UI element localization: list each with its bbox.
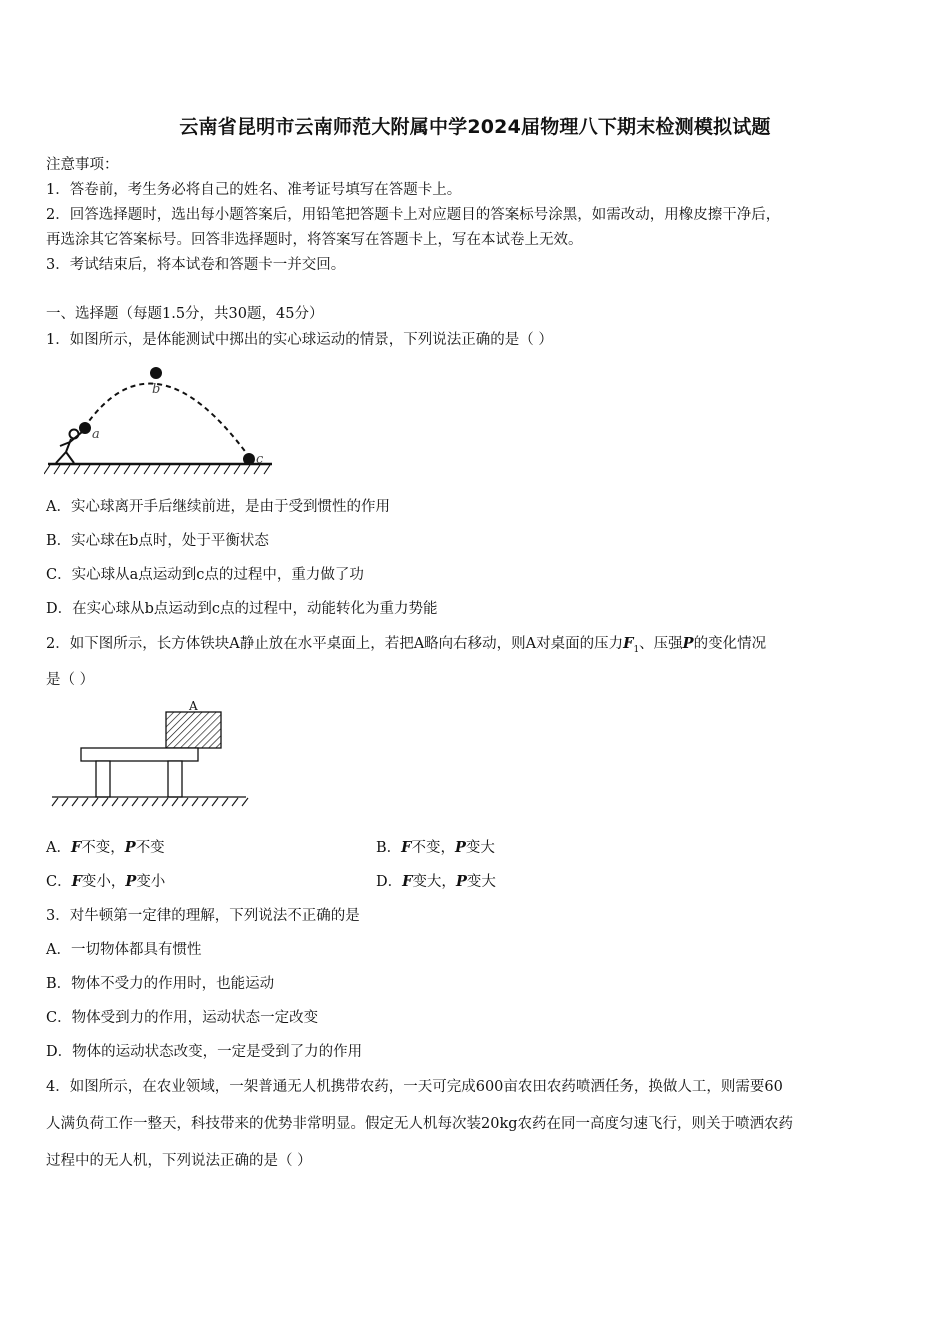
exam-title: 云南省昆明市云南师范大附属中学2024届物理八下期末检测模拟试题 bbox=[179, 116, 771, 138]
option-var-f: F bbox=[70, 839, 82, 856]
option-var-f: F bbox=[402, 873, 413, 890]
option-text: 不变， bbox=[81, 840, 125, 856]
option-var-p: P bbox=[454, 839, 466, 856]
question-4-stem: 人满负荷工作一整天，科技带来的优势非常明显。假定无人机每次装20kg农药在同一高度匀速飞行，则关于喷洒农药 bbox=[46, 1116, 794, 1132]
notice-heading: 注意事项： bbox=[46, 157, 119, 173]
q2-option-c bbox=[46, 870, 165, 891]
q1-option-c: C．实心球从a点运动到c点的过程中，重力做了功 bbox=[46, 567, 364, 583]
trajectory-path bbox=[84, 384, 250, 458]
option-text: 变小 bbox=[136, 874, 166, 890]
option-text: 变大， bbox=[412, 874, 456, 890]
question-2-stem bbox=[46, 632, 766, 655]
q2-option-a bbox=[46, 836, 165, 857]
option-var-p: P bbox=[455, 873, 467, 890]
q2-stem-text: 、压强 bbox=[639, 636, 683, 652]
option-letter: D． bbox=[376, 874, 403, 890]
q1-trajectory-figure bbox=[44, 362, 276, 478]
option-text: 变大 bbox=[465, 840, 495, 856]
section-heading: 一、选择题（每题1.5分，共30题，45分） bbox=[46, 306, 324, 322]
notice-item: 再选涂其它答案标号。回答非选择题时，将答案写在答题卡上，写在本试卷上无效。 bbox=[46, 232, 583, 248]
floor-hatching bbox=[52, 798, 248, 806]
q1-option-b: B．实心球在b点时，处于平衡状态 bbox=[46, 533, 269, 549]
ball-b bbox=[150, 367, 162, 379]
ball-c bbox=[243, 453, 255, 465]
option-var-p: P bbox=[125, 873, 137, 890]
question-4-stem: 4．如图所示，在农业领域，一架普通无人机携带农药，一天可完成600亩农田农药喷洒任务，换做人工，则需要60 bbox=[46, 1079, 783, 1095]
label-c: c bbox=[256, 452, 264, 467]
q1-option-a: A．实心球离开手后继续前进，是由于受到惯性的作用 bbox=[46, 499, 390, 515]
q3-option-c: C．物体受到力的作用，运动状态一定改变 bbox=[46, 1010, 319, 1026]
option-var-p: P bbox=[124, 839, 136, 856]
table-leg-right bbox=[168, 761, 182, 797]
question-4-stem: 过程中的无人机，下列说法正确的是（ ） bbox=[46, 1153, 312, 1169]
option-letter: C． bbox=[46, 874, 72, 890]
thrower-figure bbox=[56, 430, 82, 464]
notice-item: 3．考试结束后，将本试卷和答题卡一并交回。 bbox=[46, 257, 346, 273]
q2-var-f: F bbox=[623, 635, 634, 652]
question-3-stem: 3．对牛顿第一定律的理解，下列说法不正确的是 bbox=[46, 908, 360, 924]
option-text: 不变， bbox=[411, 840, 455, 856]
question-2-stem-line2: 是（ ） bbox=[46, 672, 95, 688]
block-a bbox=[166, 712, 221, 748]
block-a-label: A bbox=[189, 699, 198, 713]
table-top bbox=[81, 748, 198, 761]
q3-option-b: B．物体不受力的作用时，也能运动 bbox=[46, 976, 275, 992]
notice-item: 1．答卷前，考生务必将自己的姓名、准考证号填写在答题卡上。 bbox=[46, 182, 462, 198]
label-a: a bbox=[92, 427, 100, 442]
q2-stem-text: 2．如下图所示，长方体铁块A静止放在水平桌面上，若把A略向右移动，则A对桌面的压力 bbox=[46, 636, 624, 652]
option-var-f: F bbox=[401, 839, 412, 856]
ball-a bbox=[79, 422, 91, 434]
q1-option-d: D．在实心球从b点运动到c点的过程中，动能转化为重力势能 bbox=[46, 601, 438, 617]
option-text: 变大 bbox=[466, 874, 496, 890]
q2-table-block-figure bbox=[46, 698, 250, 812]
q2-stem-text: 的变化情况 bbox=[693, 636, 767, 652]
option-text: 变小， bbox=[81, 874, 126, 890]
option-letter: A． bbox=[46, 840, 71, 856]
option-var-f: F bbox=[71, 873, 82, 890]
q2-option-b bbox=[376, 836, 495, 857]
ground-hatching bbox=[44, 465, 270, 474]
q3-option-d: D．物体的运动状态改变，一定是受到了力的作用 bbox=[46, 1044, 363, 1060]
question-1-stem: 1．如图所示，是体能测试中掷出的实心球运动的情景，下列说法正确的是（ ） bbox=[46, 332, 553, 348]
q3-option-a: A．一切物体都具有惯性 bbox=[46, 942, 202, 958]
option-text: 不变 bbox=[135, 840, 165, 856]
option-letter: B． bbox=[376, 840, 402, 856]
table-leg-left bbox=[96, 761, 110, 797]
notice-item: 2．回答选择题时，选出每小题答案后，用铅笔把答题卡上对应题目的答案标号涂黑，如需改动，用橡皮擦干净后， bbox=[46, 207, 781, 223]
q2-var-sub: 1 bbox=[633, 644, 640, 655]
q2-var-p: P bbox=[682, 635, 694, 652]
label-b: b bbox=[152, 382, 161, 397]
q2-option-d bbox=[376, 870, 496, 891]
